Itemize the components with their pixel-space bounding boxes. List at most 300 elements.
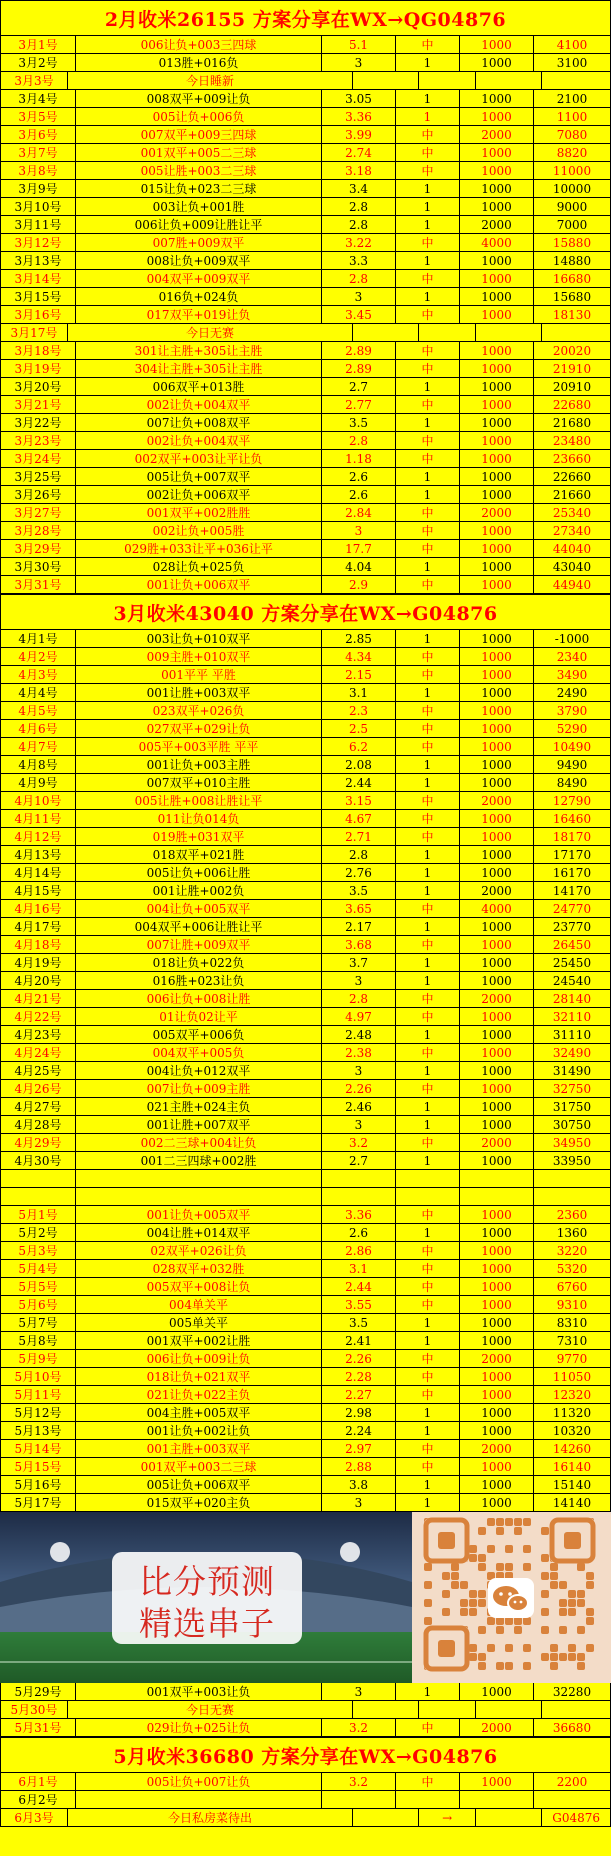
picks-cell: 016负+024负	[76, 288, 322, 306]
picks-cell: 001让胜+003双平	[76, 684, 322, 702]
picks-cell: 006让负+009让胜让平	[76, 216, 322, 234]
odds-cell: 5.1	[322, 36, 396, 54]
odds-cell	[322, 1188, 396, 1206]
picks-cell: 001双平+005二三球	[76, 144, 322, 162]
picks-cell: 009主胜+010双平	[76, 648, 322, 666]
odds-cell: 3.18	[322, 162, 396, 180]
picks-cell: 005让负+006双平	[76, 1476, 322, 1494]
balance-cell	[534, 1170, 611, 1188]
balance-cell: 1100	[534, 108, 611, 126]
odds-cell: 6.2	[322, 738, 396, 756]
stake-cell	[476, 72, 542, 90]
result-cell: 中	[396, 36, 460, 54]
date-cell: 4月13号	[0, 846, 76, 864]
odds-cell: 3.7	[322, 954, 396, 972]
date-cell: 3月31号	[0, 576, 76, 594]
result-cell: 1	[396, 846, 460, 864]
stake-cell: 1000	[460, 468, 534, 486]
odds-cell: 4.97	[322, 1008, 396, 1026]
date-cell: 4月16号	[0, 900, 76, 918]
table-row-merged	[0, 72, 611, 90]
balance-cell	[542, 1701, 611, 1719]
result-cell	[396, 1188, 460, 1206]
date-cell: 3月3号	[0, 72, 68, 90]
picks-cell: 004让负+012双平	[76, 1062, 322, 1080]
picks-cell: 029胜+033让平+036让平	[76, 540, 322, 558]
odds-cell: 2.8	[322, 432, 396, 450]
stake-cell: 1000	[460, 414, 534, 432]
table-row	[0, 702, 611, 720]
stake-cell: 1000	[460, 1386, 534, 1404]
stake-cell	[476, 1809, 542, 1827]
balance-cell: 31110	[534, 1026, 611, 1044]
date-cell: 4月15号	[0, 882, 76, 900]
table-row	[0, 1260, 611, 1278]
picks-cell: 001让负+006双平	[76, 576, 322, 594]
result-cell	[396, 1791, 460, 1809]
date-cell: 5月17号	[0, 1494, 76, 1512]
table-row-merged	[0, 1701, 611, 1719]
picks-cell: 006让负+008让胜	[76, 990, 322, 1008]
table-row	[0, 288, 611, 306]
balance-cell: 8310	[534, 1314, 611, 1332]
date-cell: 3月13号	[0, 252, 76, 270]
stake-cell: 1000	[460, 630, 534, 648]
table-row	[0, 1476, 611, 1494]
odds-cell: 1.18	[322, 450, 396, 468]
odds-cell: 3.36	[322, 1206, 396, 1224]
table-row	[0, 1026, 611, 1044]
odds-cell: 3	[322, 288, 396, 306]
stake-cell: 1000	[460, 918, 534, 936]
table-row-merged	[0, 324, 611, 342]
date-cell: 4月28号	[0, 1116, 76, 1134]
table-row	[0, 684, 611, 702]
picks-cell: 028让负+025负	[76, 558, 322, 576]
result-cell: 1	[396, 1683, 460, 1701]
table-row	[0, 1278, 611, 1296]
result-cell: 中	[396, 1386, 460, 1404]
table-row	[0, 1116, 611, 1134]
stake-cell: 1000	[460, 1368, 534, 1386]
stake-cell: 1000	[460, 162, 534, 180]
odds-cell: 2.86	[322, 1242, 396, 1260]
table-row	[0, 810, 611, 828]
table-row	[0, 792, 611, 810]
odds-cell: 3	[322, 1116, 396, 1134]
table-row	[0, 1494, 611, 1512]
date-cell: 5月10号	[0, 1368, 76, 1386]
result-cell: 1	[396, 918, 460, 936]
table-row	[0, 504, 611, 522]
table-row	[0, 522, 611, 540]
result-cell: 中	[396, 234, 460, 252]
balance-cell: 43040	[534, 558, 611, 576]
odds-cell: 3	[322, 522, 396, 540]
odds-cell: 2.44	[322, 1278, 396, 1296]
stake-cell: 1000	[460, 1008, 534, 1026]
odds-cell: 3.2	[322, 1719, 396, 1737]
balance-cell: 2360	[534, 1206, 611, 1224]
table-row	[0, 450, 611, 468]
balance-cell: -1000	[534, 630, 611, 648]
stake-cell: 1000	[460, 1476, 534, 1494]
odds-cell: 2.8	[322, 198, 396, 216]
table-row	[0, 1458, 611, 1476]
result-cell: 1	[396, 1332, 460, 1350]
picks-cell: 018让负+021双平	[76, 1368, 322, 1386]
picks-cell: 001主胜+003双平	[76, 1440, 322, 1458]
result-cell: 中	[396, 1206, 460, 1224]
balance-cell: 14140	[534, 1494, 611, 1512]
result-cell: 中	[396, 126, 460, 144]
date-cell: 3月27号	[0, 504, 76, 522]
date-cell: 4月4号	[0, 684, 76, 702]
result-cell: 1	[396, 198, 460, 216]
stake-cell: 1000	[460, 828, 534, 846]
table-row	[0, 576, 611, 594]
stake-cell: 1000	[460, 36, 534, 54]
stake-cell: 1000	[460, 684, 534, 702]
stake-cell: 1000	[460, 360, 534, 378]
result-cell: 中	[396, 738, 460, 756]
picks-cell: 004让胜+014双平	[76, 1224, 322, 1242]
balance-cell: 33950	[534, 1152, 611, 1170]
date-cell: 5月2号	[0, 1224, 76, 1242]
balance-cell: 31750	[534, 1098, 611, 1116]
date-cell: 3月30号	[0, 558, 76, 576]
balance-cell: 14260	[534, 1440, 611, 1458]
odds-cell: 4.67	[322, 810, 396, 828]
stake-cell: 1000	[460, 1206, 534, 1224]
balance-cell: 3100	[534, 54, 611, 72]
table-row	[0, 342, 611, 360]
result-cell: 中	[396, 1044, 460, 1062]
odds-cell	[353, 72, 419, 90]
date-cell: 3月18号	[0, 342, 76, 360]
stake-cell: 1000	[460, 1332, 534, 1350]
table-row	[0, 864, 611, 882]
table-row	[0, 1152, 611, 1170]
picks-cell: 027双平+029让负	[76, 720, 322, 738]
stake-cell: 1000	[460, 108, 534, 126]
odds-cell: 2.98	[322, 1404, 396, 1422]
table-row	[0, 378, 611, 396]
date-cell: 3月14号	[0, 270, 76, 288]
result-cell: 1	[396, 1314, 460, 1332]
stake-cell: 1000	[460, 666, 534, 684]
stake-cell: 1000	[460, 522, 534, 540]
odds-cell: 3.5	[322, 414, 396, 432]
result-cell: 1	[396, 468, 460, 486]
result-cell: 中	[396, 504, 460, 522]
table-row	[0, 954, 611, 972]
stake-cell: 2000	[460, 1440, 534, 1458]
table-row	[0, 126, 611, 144]
result-cell: 中	[396, 450, 460, 468]
balance-cell: 10000	[534, 180, 611, 198]
balance-cell: 15680	[534, 288, 611, 306]
odds-cell: 17.7	[322, 540, 396, 558]
balance-cell: 14880	[534, 252, 611, 270]
date-cell: 6月2号	[0, 1791, 76, 1809]
stake-cell: 1000	[460, 1224, 534, 1242]
result-cell: 中	[396, 1242, 460, 1260]
month-summary-title: 3月收米43040 方案分享在WX→G04876	[0, 594, 611, 630]
odds-cell: 2.28	[322, 1368, 396, 1386]
balance-cell: 27340	[534, 522, 611, 540]
odds-cell: 3	[322, 972, 396, 990]
stake-cell: 1000	[460, 1314, 534, 1332]
date-cell: 5月5号	[0, 1278, 76, 1296]
table-row	[0, 270, 611, 288]
picks-cell: 002二三球+004让负	[76, 1134, 322, 1152]
balance-cell: 22680	[534, 396, 611, 414]
result-cell: 1	[396, 1494, 460, 1512]
result-cell: 1	[396, 216, 460, 234]
date-cell: 3月22号	[0, 414, 76, 432]
odds-cell: 3.2	[322, 1773, 396, 1791]
date-cell: 4月20号	[0, 972, 76, 990]
stake-cell	[476, 324, 542, 342]
date-cell: 4月22号	[0, 1008, 76, 1026]
date-cell: 5月31号	[0, 1719, 76, 1737]
stake-cell: 1000	[460, 1116, 534, 1134]
odds-cell: 2.41	[322, 1332, 396, 1350]
balance-cell: 18130	[534, 306, 611, 324]
odds-cell	[353, 1701, 419, 1719]
result-cell: 1	[396, 414, 460, 432]
balance-cell: 7310	[534, 1332, 611, 1350]
result-cell	[396, 1170, 460, 1188]
date-cell: 3月20号	[0, 378, 76, 396]
table-row	[0, 36, 611, 54]
stake-cell: 2000	[460, 126, 534, 144]
balance-cell: 21660	[534, 486, 611, 504]
date-cell: 4月29号	[0, 1134, 76, 1152]
result-cell: 1	[396, 1062, 460, 1080]
result-cell: 1	[396, 378, 460, 396]
table-row	[0, 90, 611, 108]
balance-cell: 34950	[534, 1134, 611, 1152]
odds-cell	[353, 324, 419, 342]
result-cell: 中	[396, 792, 460, 810]
picks-cell: 001让负+005双平	[76, 1206, 322, 1224]
odds-cell: 2.97	[322, 1440, 396, 1458]
table-row	[0, 648, 611, 666]
result-cell: 1	[396, 1152, 460, 1170]
balance-cell	[542, 72, 611, 90]
table-row	[0, 1044, 611, 1062]
table-row	[0, 1332, 611, 1350]
stake-cell: 1000	[460, 1080, 534, 1098]
table-row	[0, 216, 611, 234]
picks-cell: 007让负+009主胜	[76, 1080, 322, 1098]
date-cell: 3月4号	[0, 90, 76, 108]
result-cell: 中	[396, 1278, 460, 1296]
picks-cell: 01让负02让平	[76, 1008, 322, 1026]
picks-cell: 001平平 平胜	[76, 666, 322, 684]
month-summary-title: 5月收米36680 方案分享在WX→G04876	[0, 1737, 611, 1773]
result-cell: 1	[396, 1026, 460, 1044]
picks-cell: 005让负+007让负	[76, 1773, 322, 1791]
result-cell: 中	[396, 522, 460, 540]
date-cell: 5月1号	[0, 1206, 76, 1224]
table-row	[0, 108, 611, 126]
odds-cell	[353, 1809, 419, 1827]
balance-cell: 8490	[534, 774, 611, 792]
odds-cell: 3.22	[322, 234, 396, 252]
balance-cell: 24540	[534, 972, 611, 990]
picks-cell: 021让负+022主负	[76, 1386, 322, 1404]
stake-cell: 1000	[460, 252, 534, 270]
stake-cell: 1000	[460, 342, 534, 360]
odds-cell: 3.1	[322, 1260, 396, 1278]
stake-cell: 1000	[460, 144, 534, 162]
result-cell	[419, 324, 476, 342]
table-row	[0, 1080, 611, 1098]
picks-cell: 004主胜+005双平	[76, 1404, 322, 1422]
result-cell: 1	[396, 954, 460, 972]
balance-cell: 12320	[534, 1386, 611, 1404]
date-cell: 3月12号	[0, 234, 76, 252]
balance-cell: 7000	[534, 216, 611, 234]
result-cell: 1	[396, 684, 460, 702]
stake-cell: 4000	[460, 900, 534, 918]
odds-cell: 3.36	[322, 108, 396, 126]
date-cell: 4月18号	[0, 936, 76, 954]
note-cell: 今日睡新	[68, 72, 353, 90]
picks-cell: 301让主胜+305让主胜	[76, 342, 322, 360]
date-cell: 3月16号	[0, 306, 76, 324]
date-cell: 3月28号	[0, 522, 76, 540]
date-cell: 4月14号	[0, 864, 76, 882]
balance-cell: 21910	[534, 360, 611, 378]
result-cell: 中	[396, 810, 460, 828]
date-cell: 3月15号	[0, 288, 76, 306]
balance-cell: 9000	[534, 198, 611, 216]
table-row	[0, 252, 611, 270]
table-row	[0, 540, 611, 558]
date-cell: 3月10号	[0, 198, 76, 216]
stake-cell: 2000	[460, 882, 534, 900]
date-cell: 5月12号	[0, 1404, 76, 1422]
table-row	[0, 1314, 611, 1332]
stake-cell: 1000	[460, 1683, 534, 1701]
table-row	[0, 1404, 611, 1422]
table-row	[0, 360, 611, 378]
balance-cell	[542, 324, 611, 342]
date-cell: 3月23号	[0, 432, 76, 450]
result-cell: 1	[396, 1224, 460, 1242]
picks-cell: 006让负+009让负	[76, 1350, 322, 1368]
date-cell: 4月27号	[0, 1098, 76, 1116]
picks-cell: 001让胜+007双平	[76, 1116, 322, 1134]
balance-cell: 18170	[534, 828, 611, 846]
result-cell: 中	[396, 666, 460, 684]
balance-cell: 28140	[534, 990, 611, 1008]
odds-cell: 3.5	[322, 882, 396, 900]
picks-cell: 008让负+009双平	[76, 252, 322, 270]
balance-cell: 9310	[534, 1296, 611, 1314]
table-row	[0, 756, 611, 774]
result-cell: 1	[396, 1476, 460, 1494]
stake-cell: 2000	[460, 1350, 534, 1368]
date-cell: 3月7号	[0, 144, 76, 162]
table-row	[0, 1008, 611, 1026]
stake-cell: 2000	[460, 990, 534, 1008]
table-row	[0, 1224, 611, 1242]
stake-cell: 1000	[460, 1278, 534, 1296]
date-cell: 3月8号	[0, 162, 76, 180]
picks-cell: 001让负+003主胜	[76, 756, 322, 774]
balance-cell: 44040	[534, 540, 611, 558]
month-summary-title: 2月收米26155 方案分享在WX→QG04876	[0, 0, 611, 36]
result-cell: 中	[396, 1080, 460, 1098]
stake-cell: 1000	[460, 1098, 534, 1116]
result-cell: 1	[396, 774, 460, 792]
odds-cell: 3.68	[322, 936, 396, 954]
date-cell: 3月21号	[0, 396, 76, 414]
picks-cell: 006双平+013胜	[76, 378, 322, 396]
table-row	[0, 144, 611, 162]
balance-cell: G04876	[542, 1809, 611, 1827]
picks-cell: 004双平+005负	[76, 1044, 322, 1062]
odds-cell: 2.26	[322, 1080, 396, 1098]
result-cell: 中	[396, 144, 460, 162]
balance-cell: 10320	[534, 1422, 611, 1440]
result-cell: 1	[396, 1116, 460, 1134]
date-cell: 3月5号	[0, 108, 76, 126]
picks-cell: 02双平+026让负	[76, 1242, 322, 1260]
balance-cell: 16170	[534, 864, 611, 882]
promo-line-1: 比分预测	[139, 1562, 275, 1601]
odds-cell: 3.1	[322, 684, 396, 702]
balance-cell: 44940	[534, 576, 611, 594]
balance-cell: 5290	[534, 720, 611, 738]
result-cell: 中	[396, 936, 460, 954]
result-cell: 1	[396, 180, 460, 198]
date-cell: 4月19号	[0, 954, 76, 972]
balance-cell: 2490	[534, 684, 611, 702]
balance-cell: 3490	[534, 666, 611, 684]
balance-cell: 2340	[534, 648, 611, 666]
date-cell	[0, 1188, 76, 1206]
odds-cell: 2.15	[322, 666, 396, 684]
picks-cell	[76, 1188, 322, 1206]
table-row	[0, 1206, 611, 1224]
balance-cell: 22660	[534, 468, 611, 486]
picks-cell: 023双平+026负	[76, 702, 322, 720]
picks-cell: 007双平+010主胜	[76, 774, 322, 792]
stake-cell: 1000	[460, 846, 534, 864]
table-row	[0, 162, 611, 180]
table-row	[0, 1368, 611, 1386]
stake-cell: 1000	[460, 1152, 534, 1170]
result-cell: 1	[396, 1422, 460, 1440]
stake-cell: 1000	[460, 864, 534, 882]
result-cell: 1	[396, 1404, 460, 1422]
balance-cell: 14170	[534, 882, 611, 900]
table-row	[0, 1683, 611, 1701]
picks-cell: 019胜+031双平	[76, 828, 322, 846]
odds-cell: 2.76	[322, 864, 396, 882]
picks-cell: 003让负+010双平	[76, 630, 322, 648]
picks-cell: 002让负+005胜	[76, 522, 322, 540]
odds-cell: 3.3	[322, 252, 396, 270]
picks-cell: 005让负+006负	[76, 108, 322, 126]
date-cell: 5月9号	[0, 1350, 76, 1368]
